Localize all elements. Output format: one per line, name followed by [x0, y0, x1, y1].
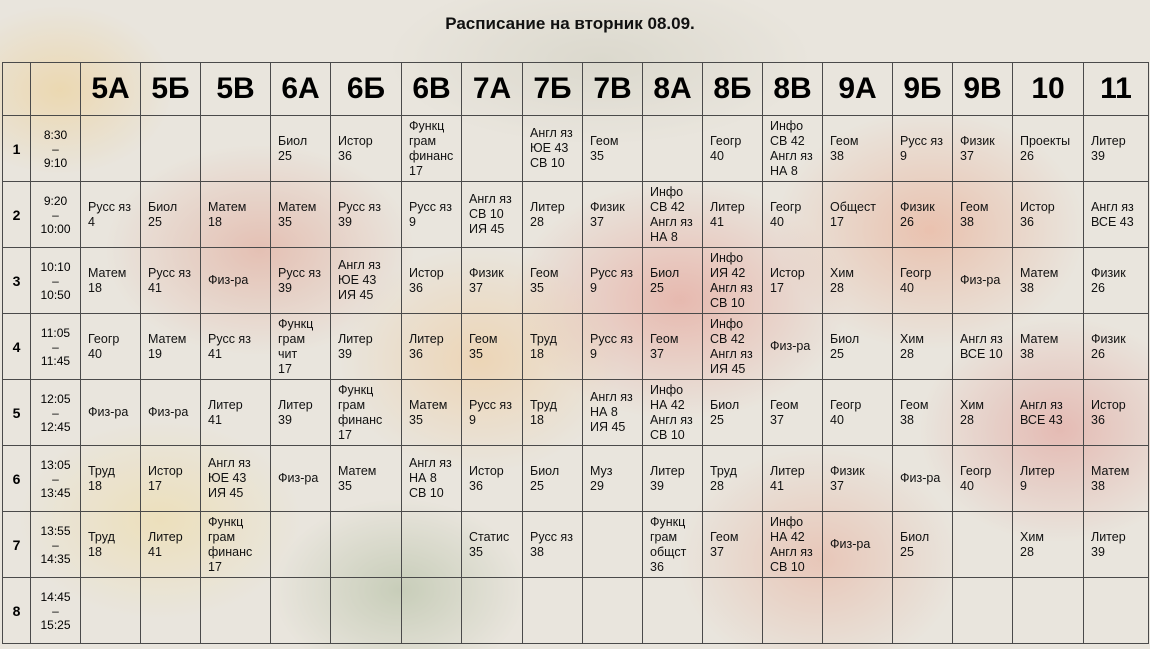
- lesson-cell: Истор 36: [331, 116, 402, 182]
- lesson-cell: Биол 25: [703, 380, 763, 446]
- lesson-cell: Геогр 40: [893, 248, 953, 314]
- lesson-cell: [763, 578, 823, 644]
- lesson-cell: Биол 25: [893, 512, 953, 578]
- lesson-time: 13:55 – 14:35: [31, 512, 81, 578]
- lesson-cell: Матем 38: [1013, 314, 1084, 380]
- lesson-cell: Литер 41: [141, 512, 201, 578]
- lesson-cell: Геом 38: [953, 182, 1013, 248]
- lesson-cell: Геогр 40: [703, 116, 763, 182]
- lesson-cell: Истор 36: [462, 446, 523, 512]
- lesson-number: 4: [3, 314, 31, 380]
- class-header: 5А: [81, 63, 141, 116]
- lesson-cell: Матем 18: [81, 248, 141, 314]
- lesson-cell: [703, 578, 763, 644]
- class-header: 9В: [953, 63, 1013, 116]
- lesson-cell: Биол 25: [643, 248, 703, 314]
- lesson-cell: [81, 116, 141, 182]
- lesson-cell: Матем 38: [1084, 446, 1149, 512]
- class-header: 8А: [643, 63, 703, 116]
- lesson-cell: [201, 578, 271, 644]
- lesson-cell: Физ-ра: [823, 512, 893, 578]
- lesson-row: [3, 116, 1149, 182]
- class-header: 7Б: [523, 63, 583, 116]
- lesson-cell: [523, 578, 583, 644]
- lesson-cell: Русс яз 41: [141, 248, 201, 314]
- lesson-cell: Литер 39: [1084, 116, 1149, 182]
- lesson-time: 11:05 – 11:45: [31, 314, 81, 380]
- lesson-cell: Русс яз 4: [81, 182, 141, 248]
- lesson-cell: [643, 578, 703, 644]
- lesson-cell: Физ-ра: [141, 380, 201, 446]
- lesson-cell: Истор 36: [1084, 380, 1149, 446]
- class-header: 9Б: [893, 63, 953, 116]
- lesson-cell: [141, 578, 201, 644]
- lesson-cell: Физ-ра: [893, 446, 953, 512]
- lesson-cell: Геом 38: [823, 116, 893, 182]
- lesson-cell: [331, 578, 402, 644]
- lesson-cell: Хим 28: [1013, 512, 1084, 578]
- lesson-cell: Русс яз 9: [402, 182, 462, 248]
- lesson-number: 7: [3, 512, 31, 578]
- lesson-row: [3, 380, 1149, 446]
- lesson-cell: Русс яз 39: [271, 248, 331, 314]
- lesson-cell: Русс яз 38: [523, 512, 583, 578]
- lesson-cell: [893, 578, 953, 644]
- page-title: Расписание на вторник 08.09.: [445, 14, 695, 33]
- lesson-cell: [583, 578, 643, 644]
- lesson-cell: Физик 26: [893, 182, 953, 248]
- lesson-cell: Истор 36: [1013, 182, 1084, 248]
- lesson-cell: Инфо НА 42 Англ яз СВ 10: [763, 512, 823, 578]
- lesson-row: [3, 248, 1149, 314]
- lesson-cell: Геом 35: [462, 314, 523, 380]
- lesson-cell: Труд 18: [523, 380, 583, 446]
- lesson-cell: Геогр 40: [81, 314, 141, 380]
- lesson-time: 14:45 – 15:25: [31, 578, 81, 644]
- lesson-cell: [583, 512, 643, 578]
- lesson-number: 1: [3, 116, 31, 182]
- lesson-cell: Англ яз ВСЕ 43: [1084, 182, 1149, 248]
- lesson-number: 2: [3, 182, 31, 248]
- lesson-cell: Истор 36: [402, 248, 462, 314]
- lesson-cell: Инфо СВ 42 Англ яз НА 8: [643, 182, 703, 248]
- lesson-cell: Общест 17: [823, 182, 893, 248]
- class-header: 8В: [763, 63, 823, 116]
- lesson-cell: Англ яз НА 8 СВ 10: [402, 446, 462, 512]
- lesson-cell: Матем 35: [331, 446, 402, 512]
- lesson-cell: Матем 19: [141, 314, 201, 380]
- lesson-cell: [823, 578, 893, 644]
- lesson-cell: Физик 37: [953, 116, 1013, 182]
- lesson-row: [3, 578, 1149, 644]
- lesson-cell: Хим 28: [893, 314, 953, 380]
- lesson-cell: [953, 578, 1013, 644]
- lesson-cell: Труд 18: [81, 512, 141, 578]
- lesson-cell: Статис 35: [462, 512, 523, 578]
- class-header: 9А: [823, 63, 893, 116]
- lesson-cell: Литер 39: [271, 380, 331, 446]
- lesson-cell: [271, 578, 331, 644]
- lesson-cell: [1084, 578, 1149, 644]
- lesson-cell: Физик 26: [1084, 248, 1149, 314]
- lesson-cell: Физ-ра: [763, 314, 823, 380]
- lesson-cell: Литер 39: [643, 446, 703, 512]
- lesson-cell: Физ-ра: [81, 380, 141, 446]
- lesson-cell: Геом 38: [893, 380, 953, 446]
- lesson-cell: Инфо СВ 42 Англ яз ИЯ 45: [703, 314, 763, 380]
- class-header: 5В: [201, 63, 271, 116]
- lesson-cell: Литер 41: [703, 182, 763, 248]
- lesson-number: 3: [3, 248, 31, 314]
- lesson-cell: Литер 41: [763, 446, 823, 512]
- lesson-cell: Русс яз 9: [893, 116, 953, 182]
- lesson-cell: Хим 28: [823, 248, 893, 314]
- lesson-cell: [402, 578, 462, 644]
- lesson-cell: Литер 28: [523, 182, 583, 248]
- lesson-cell: Физик 37: [823, 446, 893, 512]
- lesson-cell: Физ-ра: [953, 248, 1013, 314]
- lesson-cell: Англ яз СВ 10 ИЯ 45: [462, 182, 523, 248]
- lesson-cell: Литер 41: [201, 380, 271, 446]
- corner-cell: [3, 63, 31, 116]
- header-row: [3, 63, 1149, 116]
- lesson-cell: Англ яз ВСЕ 10: [953, 314, 1013, 380]
- lesson-cell: [141, 116, 201, 182]
- lesson-cell: Геогр 40: [953, 446, 1013, 512]
- lesson-cell: Физик 37: [583, 182, 643, 248]
- lesson-cell: [953, 512, 1013, 578]
- lesson-cell: Геогр 40: [823, 380, 893, 446]
- lesson-cell: Проекты 26: [1013, 116, 1084, 182]
- lesson-cell: Русс яз 9: [583, 248, 643, 314]
- lesson-time: 12:05 – 12:45: [31, 380, 81, 446]
- lesson-cell: Инфо НА 42 Англ яз СВ 10: [643, 380, 703, 446]
- lesson-cell: [643, 116, 703, 182]
- lesson-row: [3, 512, 1149, 578]
- lesson-cell: [1013, 578, 1084, 644]
- lesson-cell: Русс яз 9: [462, 380, 523, 446]
- class-header: 6А: [271, 63, 331, 116]
- class-header: 7А: [462, 63, 523, 116]
- lesson-cell: Функц грам финанс 17: [402, 116, 462, 182]
- lesson-cell: Труд 28: [703, 446, 763, 512]
- lesson-cell: Геом 35: [523, 248, 583, 314]
- lesson-number: 8: [3, 578, 31, 644]
- lesson-cell: [331, 512, 402, 578]
- lesson-cell: Литер 36: [402, 314, 462, 380]
- lesson-cell: Англ яз ЮЕ 43 ИЯ 45: [331, 248, 402, 314]
- lesson-cell: Функц грам чит 17: [271, 314, 331, 380]
- lesson-time: 13:05 – 13:45: [31, 446, 81, 512]
- class-header: 5Б: [141, 63, 201, 116]
- lesson-cell: Муз 29: [583, 446, 643, 512]
- lesson-row: [3, 446, 1149, 512]
- lesson-cell: Хим 28: [953, 380, 1013, 446]
- lesson-cell: [402, 512, 462, 578]
- lesson-cell: Литер 39: [331, 314, 402, 380]
- lesson-cell: Геом 37: [643, 314, 703, 380]
- lesson-cell: Функц грам финанс 17: [201, 512, 271, 578]
- lesson-cell: Биол 25: [271, 116, 331, 182]
- lesson-cell: Матем 38: [1013, 248, 1084, 314]
- lesson-cell: Биол 25: [823, 314, 893, 380]
- lesson-row: [3, 314, 1149, 380]
- lesson-cell: Физик 26: [1084, 314, 1149, 380]
- lesson-cell: Геом 35: [583, 116, 643, 182]
- lesson-time: 8:30 – 9:10: [31, 116, 81, 182]
- class-header: 6Б: [331, 63, 402, 116]
- class-header: 6В: [402, 63, 462, 116]
- class-header: 8Б: [703, 63, 763, 116]
- lesson-time: 10:10 – 10:50: [31, 248, 81, 314]
- lesson-cell: Англ яз ЮЕ 43 ИЯ 45: [201, 446, 271, 512]
- lesson-cell: Русс яз 39: [331, 182, 402, 248]
- lesson-cell: [271, 512, 331, 578]
- lesson-cell: Литер 9: [1013, 446, 1084, 512]
- lesson-cell: Англ яз НА 8 ИЯ 45: [583, 380, 643, 446]
- schedule-table: [2, 62, 1149, 644]
- lesson-cell: [81, 578, 141, 644]
- lesson-cell: Матем 18: [201, 182, 271, 248]
- lesson-cell: [462, 578, 523, 644]
- lesson-row: [3, 182, 1149, 248]
- lesson-cell: Геом 37: [763, 380, 823, 446]
- lesson-cell: Матем 35: [402, 380, 462, 446]
- lesson-cell: Физик 37: [462, 248, 523, 314]
- lesson-number: 5: [3, 380, 31, 446]
- class-header: 10: [1013, 63, 1084, 116]
- lesson-cell: Функц грам общст 36: [643, 512, 703, 578]
- lesson-cell: Труд 18: [523, 314, 583, 380]
- lesson-cell: [462, 116, 523, 182]
- lesson-cell: Физ-ра: [271, 446, 331, 512]
- lesson-cell: Литер 39: [1084, 512, 1149, 578]
- lesson-cell: Русс яз 41: [201, 314, 271, 380]
- class-header: 7В: [583, 63, 643, 116]
- lesson-cell: Инфо СВ 42 Англ яз НА 8: [763, 116, 823, 182]
- lesson-cell: Англ яз ВСЕ 43: [1013, 380, 1084, 446]
- lesson-cell: Функц грам финанс 17: [331, 380, 402, 446]
- lesson-cell: Инфо ИЯ 42 Англ яз СВ 10: [703, 248, 763, 314]
- lesson-cell: Матем 35: [271, 182, 331, 248]
- lesson-cell: Русс яз 9: [583, 314, 643, 380]
- class-header: 11: [1084, 63, 1149, 116]
- lesson-number: 6: [3, 446, 31, 512]
- lesson-cell: [201, 116, 271, 182]
- lesson-cell: Физ-ра: [201, 248, 271, 314]
- lesson-cell: Истор 17: [763, 248, 823, 314]
- lesson-cell: Геогр 40: [763, 182, 823, 248]
- lesson-cell: Труд 18: [81, 446, 141, 512]
- lesson-cell: Биол 25: [523, 446, 583, 512]
- lesson-time: 9:20 – 10:00: [31, 182, 81, 248]
- lesson-cell: Биол 25: [141, 182, 201, 248]
- lesson-cell: Геом 37: [703, 512, 763, 578]
- time-header-cell: [31, 63, 81, 116]
- lesson-cell: Истор 17: [141, 446, 201, 512]
- lesson-cell: Англ яз ЮЕ 43 СВ 10: [523, 116, 583, 182]
